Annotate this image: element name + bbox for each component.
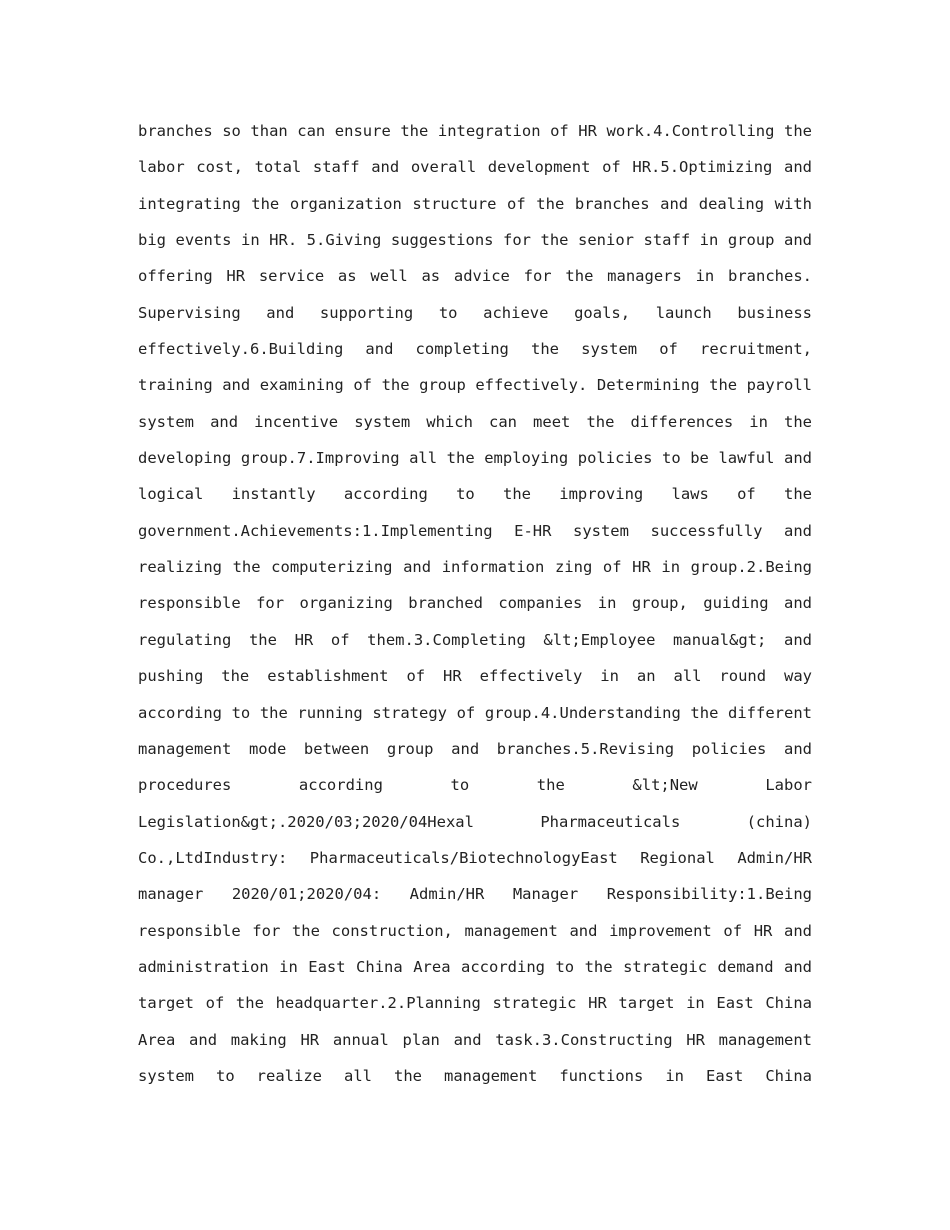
text-line: labor cost, total staff and overall development of HR.5.Optimizing and <box>138 158 812 177</box>
text-line: training and examining of the group effectively. Determining the payroll <box>138 376 812 395</box>
text-line: management mode between group and branches.5.Revising policies and <box>138 739 812 758</box>
text-line: according to the running strategy of group.4.Understanding the different <box>138 703 812 722</box>
text-line: offering HR service as well as advice for the managers in branches. <box>138 267 812 286</box>
text-line: government.Achievements:1.Implementing E-HR system successfully and <box>138 521 812 540</box>
text-line: developing group.7.Improving all the employing policies to be lawful and <box>138 449 812 468</box>
text-line: Legislation&gt;.2020/03;2020/04Hexal Pharmaceuticals (china) <box>138 812 812 831</box>
body-text <box>138 113 812 1094</box>
text-line: integrating the organization structure of the branches and dealing with <box>138 194 812 213</box>
text-line: administration in East China Area according to the strategic demand and <box>138 957 812 976</box>
text-line: responsible for the construction, management and improvement of HR and <box>138 921 812 940</box>
text-line: realizing the computerizing and information zing of HR in group.2.Being <box>138 558 812 577</box>
text-line: branches so than can ensure the integration of HR work.4.Controlling the <box>138 122 812 140</box>
text-line: Supervising and supporting to achieve goals, launch business <box>138 303 812 322</box>
text-line: logical instantly according to the improving laws of the <box>138 485 812 504</box>
text-line: Co.,LtdIndustry: Pharmaceuticals/BiotechnologyEast Regional Admin/HR <box>138 848 812 867</box>
text-line: big events in HR. 5.Giving suggestions for the senior staff in group and <box>138 231 812 250</box>
text-line: responsible for organizing branched companies in group, guiding and <box>138 594 812 613</box>
text-line: manager 2020/01;2020/04: Admin/HR Manager Responsibility:1.Being <box>138 885 812 904</box>
text-line: pushing the establishment of HR effectively in an all round way <box>138 667 812 686</box>
text-line: target of the headquarter.2.Planning strategic HR target in East China <box>138 994 812 1013</box>
text-line: effectively.6.Building and completing the system of recruitment, <box>138 340 812 359</box>
text-line: Area and making HR annual plan and task.3.Constructing HR management <box>138 1030 812 1049</box>
text-line: procedures according to the &lt;New Labor <box>138 776 812 795</box>
text-line: system to realize all the management functions in East China <box>138 1066 812 1085</box>
text-line: system and incentive system which can meet the differences in the <box>138 412 812 431</box>
text-line: regulating the HR of them.3.Completing &lt;Employee manual&gt; and <box>138 630 812 649</box>
